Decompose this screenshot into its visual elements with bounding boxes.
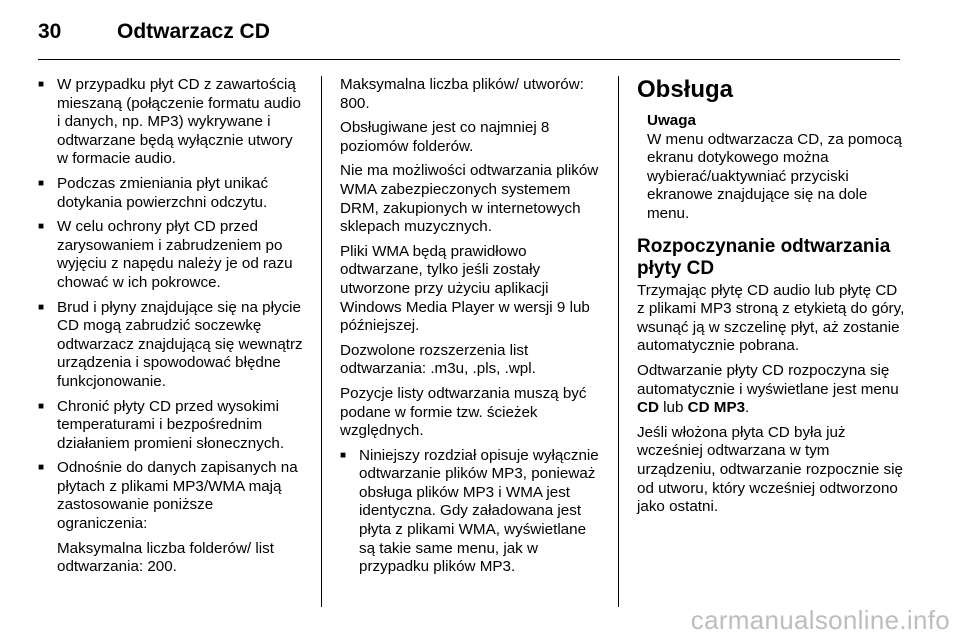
- bullet-list: [38, 76, 306, 577]
- column-divider-right: [618, 76, 619, 607]
- list-item-limits: [38, 459, 306, 577]
- column-divider-left: [321, 76, 322, 607]
- list-item: ■ Podczas zmieniania płyt unikać dotykania powierzchni odczytu.: [38, 175, 306, 212]
- paragraph: Trzymając płytę CD audio lub płytę CD z plikami MP3 stroną z etykietą do góry, wsunąć ją w szczelinę płyt, aż zostanie automatycznie pobrana.: [637, 281, 905, 355]
- subsection-heading: Rozpoczynanie odtwarzania płyty CD: [637, 235, 891, 279]
- page-title: Odtwarzacz CD: [117, 20, 270, 43]
- column-right: [637, 76, 909, 523]
- list-item: ■ W przypadku płyt CD z zawartością mieszaną (połączenie formatu audio i danych, np. MP3) wykrywane i odtwarzane będą wyłącznie utwory w formacie audio.: [38, 76, 306, 169]
- list-item: ■ W celu ochrony płyt CD przed zarysowaniem i zabrudzeniem po wyjęciu z napędu należy je od razu chować w ich pokrowce.: [38, 218, 306, 292]
- column-left: [38, 76, 306, 583]
- paragraph: Maksymalna liczba plików/ utworów: 800.: [340, 76, 584, 112]
- paragraph: Nie ma możliwości odtwarzania plików WMA zabezpieczonych systemem DRM, zakupionych w internetowych sklepach muzycznych.: [340, 162, 599, 236]
- column-middle: [340, 76, 606, 583]
- note-text: W menu odtwarzacza CD, za pomocą ekranu dotykowego można wybierać/uaktywniać przyciski ekranowe znajdujące się na dole menu.: [647, 130, 902, 222]
- paragraph: [637, 362, 909, 418]
- page-header: [0, 0, 960, 60]
- note-box: [637, 112, 909, 224]
- list-item: ■ Brud i płyny znajdujące się na płycie CD mogą zabrudzić soczewkę odtwarzacz znajdującą się wewnątrz urządzenia i spowodować błędne funkcjonowanie.: [38, 299, 306, 392]
- header-divider: [38, 59, 900, 60]
- note-label: Uwaga: [647, 112, 696, 129]
- text-run: .: [745, 399, 750, 417]
- list-item: ■ Niniejszy rozdział opisuje wyłącznie odtwarzanie plików MP3, ponieważ obsługa plików MP3 i WMA jest identyczna. Gdy załadowana jest płyta z plikami WMA, wyświetlane są takie same menu, jak w przypadku plików MP3.: [340, 447, 606, 577]
- paragraph: Dozwolone rozszerzenia list odtwarzania: .m3u, .pls, .wpl.: [340, 341, 536, 378]
- section-heading: Obsługa: [637, 76, 734, 103]
- paragraph: Maksymalna liczba folderów/ list odtwarzania: 200.: [57, 539, 274, 576]
- list-item: ■ Chronić płyty CD przed wysokimi temperaturami i bezpośrednim działaniem promieni słonecznych.: [38, 398, 306, 454]
- list-item-text: Odnośnie do danych zapisanych na płytach z plikami MP3/WMA mają zastosowanie poniższe ograniczenia:: [57, 459, 298, 533]
- menu-name-cd-mp3: CD MP3: [687, 399, 746, 417]
- text-run: Odtwarzanie płyty CD rozpoczyna się automatycznie i wyświetlane jest menu: [637, 361, 899, 398]
- paragraph: Jeśli włożona płyta CD była już wcześniej odtwarzana w tym urządzeniu, odtwarzanie rozpocznie się od utworu, który wcześniej odtworzono jako ostatni.: [637, 423, 903, 516]
- paragraph: Pliki WMA będą prawidłowo odtwarzane, tylko jeśli zostały utworzone przy użyciu aplikacji Windows Media Player w wersji 9 lub późniejszej.: [340, 242, 590, 335]
- text-run: lub: [658, 399, 688, 417]
- paragraph: Pozycje listy odtwarzania muszą być podane w formie tzw. ścieżek względnych.: [340, 384, 587, 440]
- menu-name-cd: CD: [637, 399, 659, 417]
- bullet-list: [340, 447, 606, 577]
- paragraph: Obsługiwane jest co najmniej 8 poziomów folderów.: [340, 119, 550, 155]
- watermark: carmanualsonline.info: [690, 605, 950, 635]
- page-number: 30: [38, 20, 62, 43]
